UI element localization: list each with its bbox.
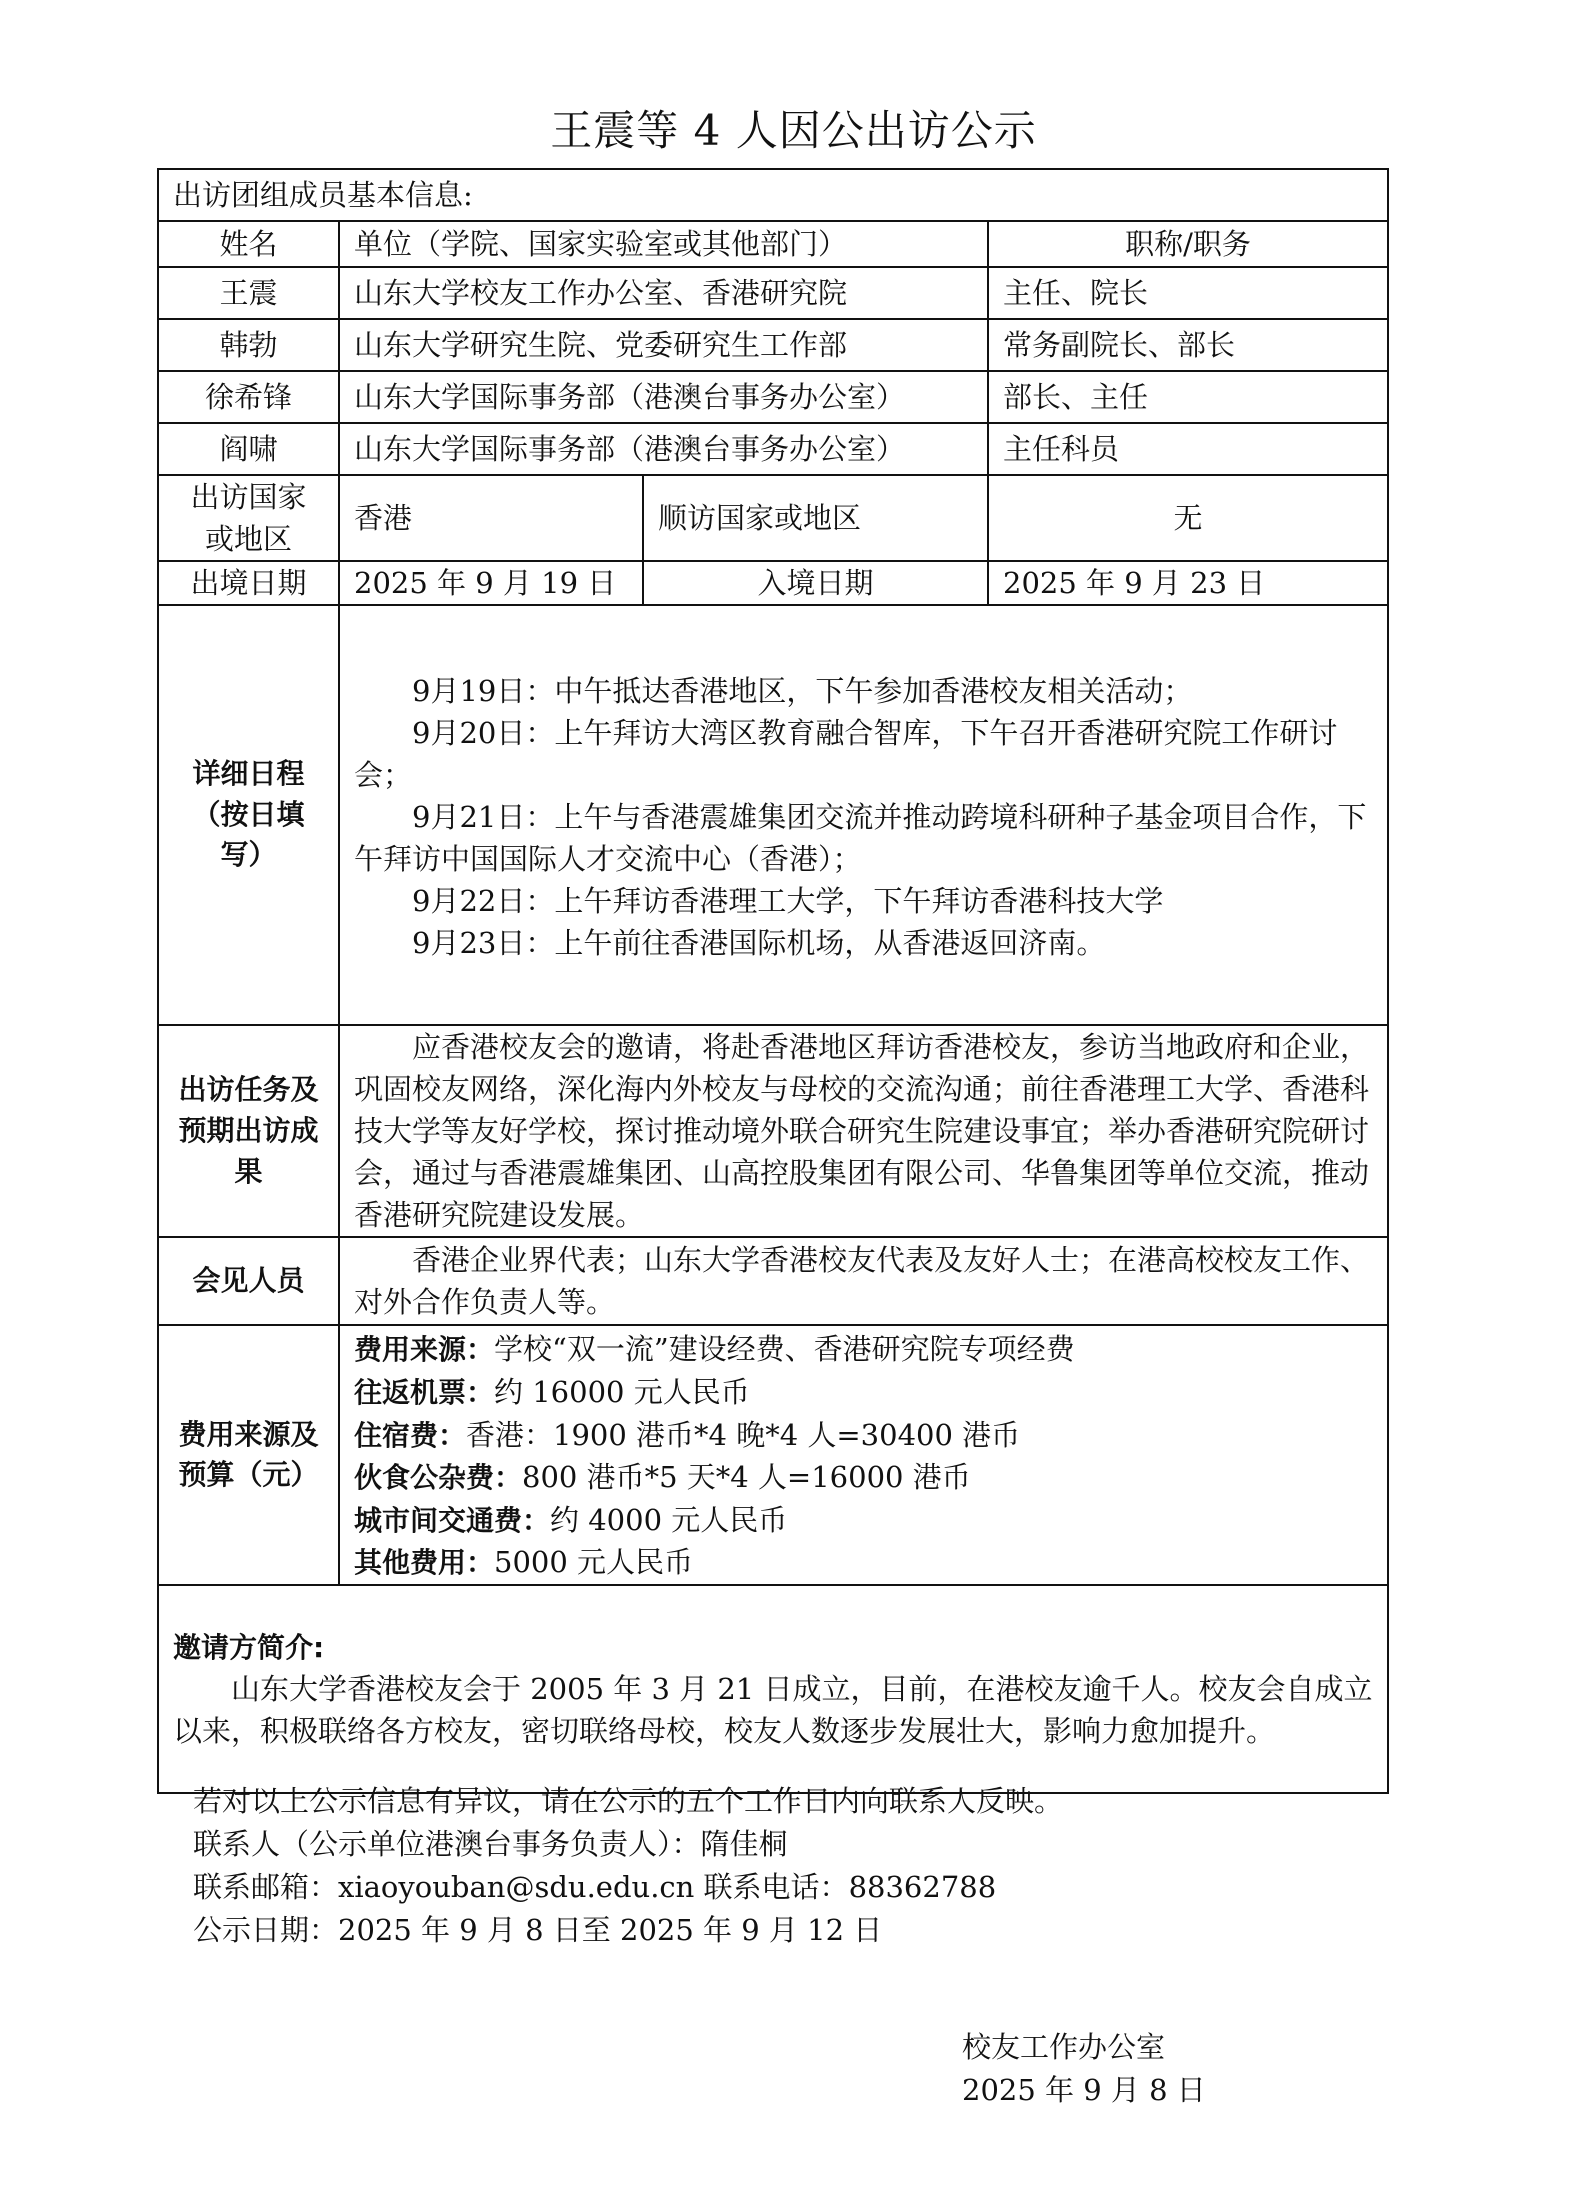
member-unit: 山东大学研究生院、党委研究生工作部 [339, 319, 988, 371]
cost-item [354, 1371, 1373, 1414]
table-row [158, 423, 1388, 475]
schedule-content [339, 605, 1388, 1025]
destination-label [158, 475, 339, 561]
inviter-section [158, 1585, 1388, 1793]
signature-date: 2025 年 9 月 8 日 [962, 2072, 1206, 2107]
cost-value: 约 4000 元人民币 [550, 1502, 788, 1537]
entry-date-value: 2025 年 9 月 23 日 [988, 561, 1388, 605]
cost-item [354, 1328, 1373, 1371]
member-unit: 山东大学国际事务部（港澳台事务办公室） [339, 423, 988, 475]
schedule-item: 9月23日：上午前往香港国际机场，从香港返回济南。 [412, 926, 1106, 961]
cost-value: 800 港币*5 天*4 人=16000 港币 [522, 1460, 971, 1495]
transit-label: 顺访国家或地区 [643, 475, 988, 561]
table-row [158, 371, 1388, 423]
cost-item [354, 1414, 1373, 1457]
objection-note: 若对以上公示信息有异议，请在公示的五个工作日内向联系人反映。 [193, 1784, 1064, 1818]
destination-value: 香港 [339, 475, 643, 561]
member-position: 常务副院长、部长 [988, 319, 1388, 371]
member-name: 韩勃 [158, 319, 339, 371]
cost-value: 学校“双一流”建设经费、香港研究院专项经费 [494, 1332, 1075, 1367]
cost-item [354, 1541, 1373, 1584]
col-header-position: 职称/职务 [988, 221, 1388, 267]
schedule-label: 详细日程（按日填写） [158, 605, 339, 1025]
table-row [158, 319, 1388, 371]
member-position: 主任科员 [988, 423, 1388, 475]
notice-notes [193, 1780, 1063, 1952]
cost-item [354, 1456, 1373, 1499]
cost-key: 其他费用： [354, 1546, 495, 1580]
cost-value: 5000 元人民币 [494, 1545, 694, 1580]
member-position: 部长、主任 [988, 371, 1388, 423]
mission-text: 应香港校友会的邀请，将赴香港地区拜访香港校友，参访当地政府和企业，巩固校友网络，深化海内外校友与母校的交流沟通；前往香港理工大学、香港科技大学等友好学校，探讨推动境外联合研究生院建设事宜；举办香港研究院研讨会，通过与香港震雄集团、山高控股集团有限公司、华鲁集团等单位交流，推动香港研究院建设发展。 [354, 1030, 1370, 1233]
cost-key: 伙食公杂费： [354, 1461, 523, 1495]
meeting-text: 香港企业界代表；山东大学香港校友代表及友好人士；在港高校校友工作、对外合作负责人等。 [354, 1243, 1370, 1320]
schedule-item: 9月22日：上午拜访香港理工大学，下午拜访香港科技大学 [412, 884, 1164, 919]
cost-key: 费用来源： [354, 1333, 495, 1367]
costs-content [339, 1325, 1388, 1585]
col-header-name: 姓名 [158, 221, 339, 267]
meeting-label: 会见人员 [158, 1237, 339, 1325]
transit-value: 无 [988, 475, 1388, 561]
table-row [158, 267, 1388, 319]
destination-label-line1: 出访国家 [190, 480, 307, 514]
schedule-item: 9月21日：上午与香港震雄集团交流并推动跨境科研种子基金项目合作，下午拜访中国国际人才交流中心（香港）； [354, 800, 1367, 877]
member-name: 王震 [158, 267, 339, 319]
inviter-text: 山东大学香港校友会于 2005 年 3 月 21 日成立，目前，在港校友逾千人。校友会自成立以来，积极联络各方校友，密切联络母校，校友人数逐步发展壮大，影响力愈加提升。 [173, 1672, 1373, 1749]
notice-period: 公示日期：2025 年 9 月 8 日至 2025 年 9 月 12 日 [193, 1912, 883, 1947]
exit-date-label: 出境日期 [158, 561, 339, 605]
meeting-content [339, 1237, 1388, 1325]
mission-content [339, 1025, 1388, 1237]
cost-key: 往返机票： [354, 1375, 495, 1409]
cost-value: 约 16000 元人民币 [494, 1374, 750, 1409]
member-unit: 山东大学国际事务部（港澳台事务办公室） [339, 371, 988, 423]
member-name: 徐希锋 [158, 371, 339, 423]
contact-phone: 88362788 [848, 1869, 997, 1904]
phone-label: 联系电话： [703, 1869, 849, 1904]
email-label: 联系邮箱： [193, 1869, 339, 1904]
entry-date-label: 入境日期 [643, 561, 988, 605]
inviter-heading: 邀请方简介: [173, 1630, 325, 1664]
member-position: 主任、院长 [988, 267, 1388, 319]
cost-value: 香港：1900 港币*4 晚*4 人=30400 港币 [466, 1417, 1021, 1452]
mission-label: 出访任务及预期出访成果 [158, 1025, 339, 1237]
col-header-unit: 单位（学院、国家实验室或其他部门） [339, 221, 988, 267]
schedule-item: 9月19日：中午抵达香港地区，下午参加香港校友相关活动； [412, 673, 1193, 708]
visit-info-table [157, 168, 1389, 1794]
signature-block [962, 2026, 1206, 2112]
members-heading: 出访团组成员基本信息: [158, 169, 1388, 221]
cost-item [354, 1499, 1373, 1542]
schedule-item: 9月20日：上午拜访大湾区教育融合智库，下午召开香港研究院工作研讨会； [354, 716, 1338, 793]
contact-line [193, 1866, 1063, 1909]
cost-key: 城市间交通费： [354, 1503, 551, 1537]
signature-office: 校友工作办公室 [962, 2030, 1166, 2064]
exit-date-value: 2025 年 9 月 19 日 [339, 561, 643, 605]
contact-email[interactable]: xiaoyouban@sdu.edu.cn [338, 1869, 695, 1904]
costs-label: 费用来源及预算（元） [158, 1325, 339, 1585]
document-title: 王震等 4 人因公出访公示 [550, 106, 1037, 155]
destination-label-line2: 或地区 [204, 522, 292, 557]
member-name: 阎啸 [158, 423, 339, 475]
cost-key: 住宿费： [354, 1418, 467, 1452]
member-unit: 山东大学校友工作办公室、香港研究院 [339, 267, 988, 319]
contact-person: 联系人（公示单位港澳台事务负责人）：隋佳桐 [193, 1826, 788, 1861]
